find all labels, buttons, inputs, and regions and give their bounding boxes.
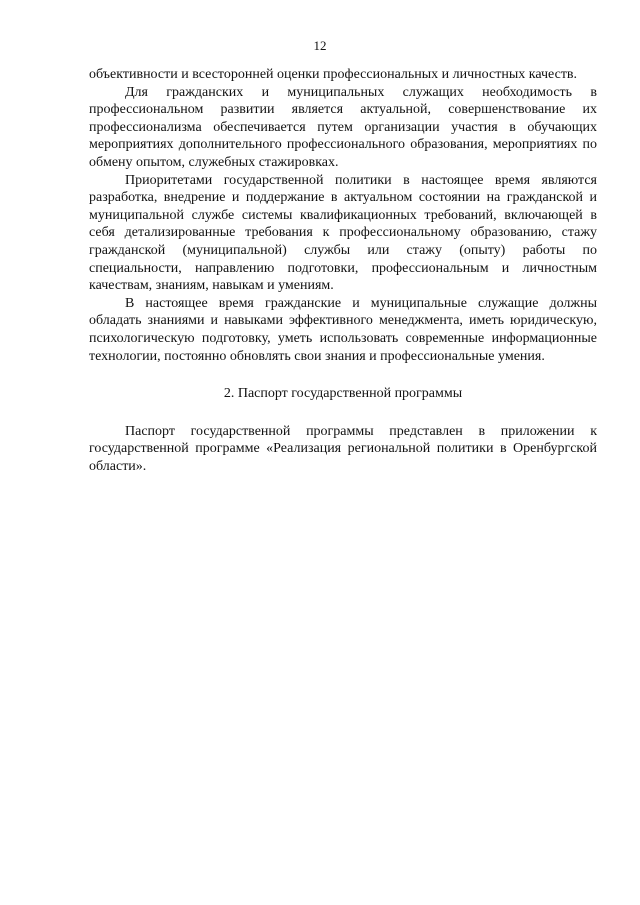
page-number: 12 <box>313 38 327 53</box>
section-heading: 2. Паспорт государственной программы <box>223 386 463 402</box>
paragraph-passport: Паспорт государственной программы представлен в приложении к государственной программе «Реализация региональной политики в Оренбургской области». <box>89 423 597 474</box>
paragraph-professional-development: Для гражданских и муниципальных служащих необходимость в профессиональном развитии является актуальной, совершенствование их профессионализма обеспечивается путем организации участия в обучающих мероприятиях дополнительного профессионального образования, мероприятиях по обмену опытом, служебных стажировках. <box>89 84 597 170</box>
paragraph-servant-skills: В настоящее время гражданские и муниципальные служащие должны обладать знаниями и навыками эффективного менеджмента, иметь юридическую, психологическую подготовку, уметь использовать современные информационные технологии, постоянно обновлять свои знания и профессиональные умения. <box>89 295 597 364</box>
document-body <box>89 66 597 475</box>
paragraph-continuation: объективности и всесторонней оценки профессиональных и личностных качеств. <box>89 67 578 82</box>
paragraph-policy-priorities: Приоритетами государственной политики в настоящее время являются разработка, внедрение и поддержание в актуальном состоянии на гражданской и муниципальной службе системы квалификационных требований, включающей в себя детализированные требования к профессиональному образованию, стажу гражданской (муниципальной) службы или стажу (опыту) работы по специальности, направлению подготовки, профессиональным и личностным качествам, знаниям, навыкам и умениям. <box>89 172 597 294</box>
